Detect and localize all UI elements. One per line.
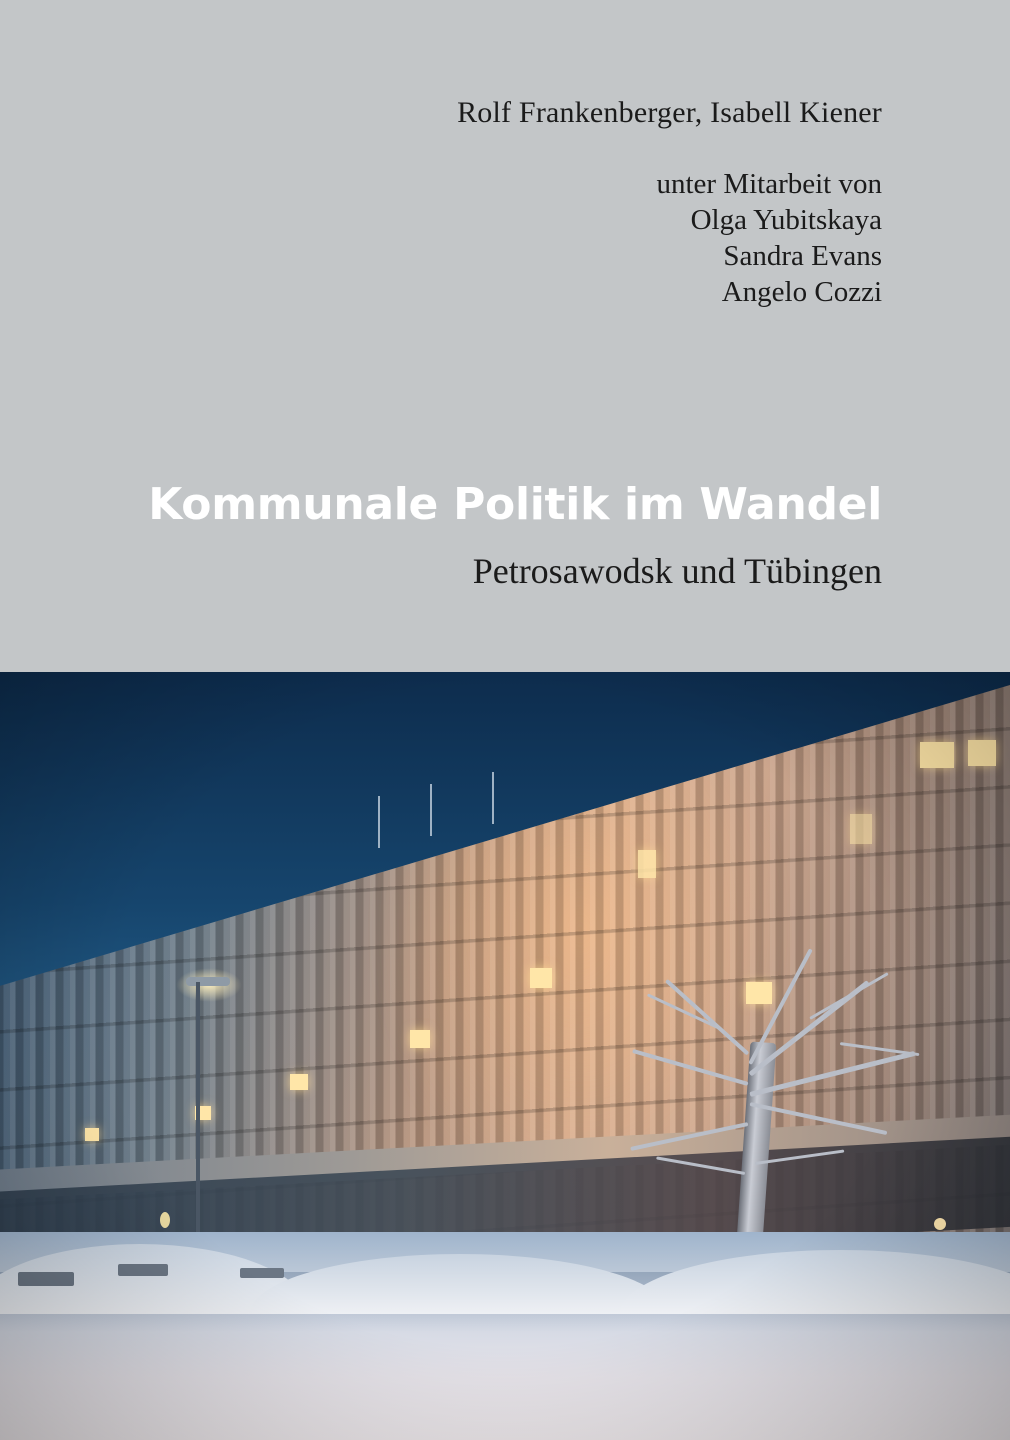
lit-window (968, 740, 996, 766)
lit-window (290, 1074, 308, 1090)
street-furniture (240, 1268, 284, 1278)
street-lamp-post (196, 982, 200, 1247)
lit-window (85, 1128, 99, 1141)
contributors-label: unter Mitarbeit von (656, 168, 882, 200)
contributor-name: Sandra Evans (723, 240, 882, 272)
contributor-name: Olga Yubitskaya (690, 204, 882, 236)
tree-branch (632, 1049, 748, 1086)
tree-branch (809, 972, 888, 1020)
street-lamp-head (186, 977, 230, 986)
flag-pole (378, 796, 380, 848)
street-furniture (18, 1272, 74, 1286)
lit-window (850, 814, 872, 844)
tree-branch (656, 1156, 745, 1175)
authors-line: Rolf Frankenberger, Isabell Kiener (457, 96, 882, 129)
lit-window (410, 1030, 430, 1048)
flag-pole (430, 784, 432, 836)
flag-pole (492, 772, 494, 824)
cover-photograph (0, 672, 1010, 1440)
contributor-name: Angelo Cozzi (721, 276, 882, 308)
tree-branch (630, 1122, 748, 1151)
lit-window (530, 968, 552, 988)
lit-window (638, 850, 656, 878)
cover-text-panel (0, 0, 1010, 672)
tree-branch (665, 979, 749, 1056)
tree-branch (840, 1042, 920, 1056)
lit-window (920, 742, 954, 768)
contributors-block (656, 166, 882, 310)
book-title: Kommunale Politik im Wandel (148, 479, 882, 530)
book-subtitle: Petrosawodsk und Tübingen (472, 551, 882, 591)
street-furniture (118, 1264, 168, 1276)
street-furniture (160, 1212, 170, 1228)
street-furniture (934, 1218, 946, 1230)
